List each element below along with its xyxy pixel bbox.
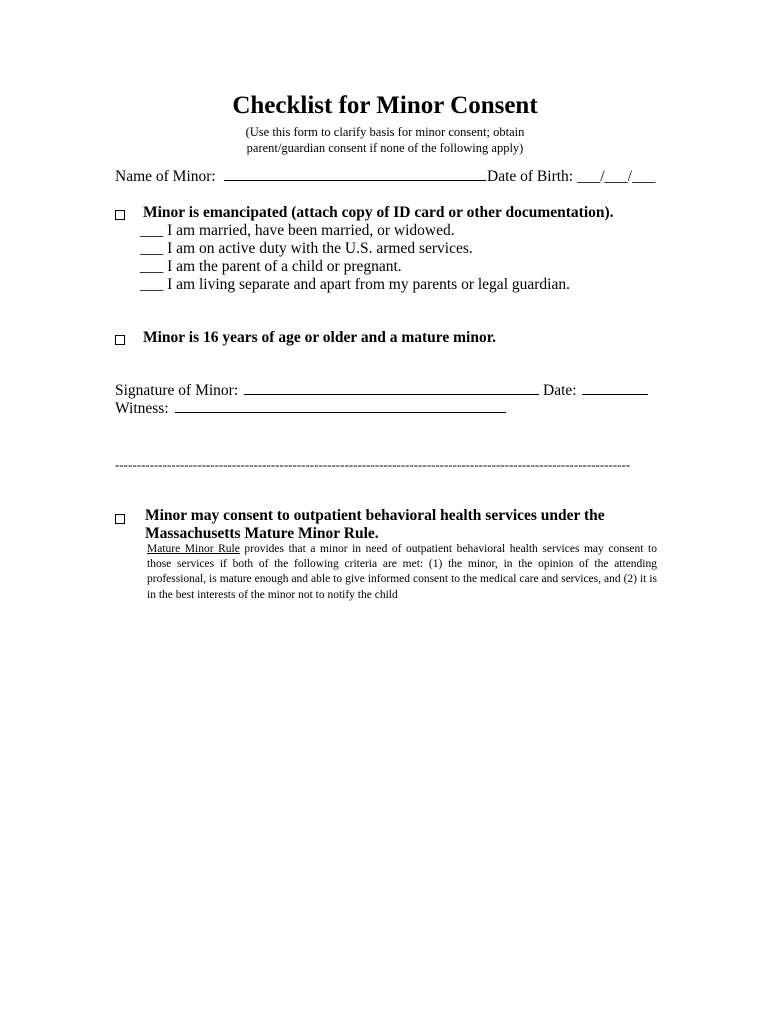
- signature-date-row: [543, 382, 648, 400]
- name-row: [115, 168, 486, 186]
- date-label: Date:: [543, 382, 577, 399]
- page-title: Checklist for Minor Consent: [232, 92, 538, 119]
- paragraph-text: provides that a minor in need of outpatient behavioral health services may consent to those services if both of the following criteria are met: (1) the minor, in the opinion of the attending professional, is mature enough and able to give informed consent to the medical care and services, and (2) it is in the best interests of the minor not to notify the child: [147, 543, 657, 601]
- behavioral-heading-line-1: Minor may consent to outpatient behavioral health services under the: [145, 507, 605, 524]
- mature-minor-rule-term: Mature Minor Rule: [147, 543, 240, 555]
- signature-label: Signature of Minor:: [115, 382, 239, 399]
- signature-field[interactable]: [244, 382, 539, 395]
- checkbox-icon: [115, 210, 125, 220]
- name-field[interactable]: [224, 168, 486, 181]
- witness-label: Witness:: [115, 400, 169, 417]
- name-label: Name of Minor:: [115, 168, 216, 185]
- emancipated-item-living-separate: [140, 276, 570, 294]
- witness-row: [115, 400, 506, 418]
- behavioral-checkbox[interactable]: [115, 511, 125, 529]
- emancipated-checkbox[interactable]: [115, 207, 125, 225]
- item-text: I am the parent of a child or pregnant.: [167, 258, 402, 275]
- item-blank[interactable]: ___: [140, 222, 164, 239]
- mature-minor-heading: Minor is 16 years of age or older and a mature minor.: [143, 329, 497, 346]
- emancipated-item-married: [140, 222, 455, 240]
- item-blank[interactable]: ___: [140, 276, 164, 293]
- item-text: I am living separate and apart from my parents or legal guardian.: [167, 276, 570, 293]
- item-text: I am married, have been married, or widowed.: [167, 222, 455, 239]
- subtitle-line-1: (Use this form to clarify basis for minor consent; obtain: [245, 125, 525, 139]
- signature-row: [115, 382, 539, 400]
- item-text: I am on active duty with the U.S. armed services.: [167, 240, 473, 257]
- behavioral-paragraph: [147, 542, 657, 603]
- emancipated-item-active-duty: [140, 240, 473, 258]
- mature-minor-checkbox[interactable]: [115, 332, 125, 350]
- dob-field[interactable]: ___/___/___: [576, 168, 656, 185]
- behavioral-heading-line-2: Massachusetts Mature Minor Rule.: [145, 525, 379, 542]
- dob-row: [487, 168, 655, 186]
- checkbox-icon: [115, 335, 125, 345]
- checkbox-icon: [115, 514, 125, 524]
- emancipated-heading: Minor is emancipated (attach copy of ID card or other documentation).: [143, 204, 614, 221]
- witness-field[interactable]: [175, 400, 506, 413]
- item-blank[interactable]: ___: [140, 258, 164, 275]
- dashed-separator: -----------------------------------------------------------------------------------------------------------------------: [115, 457, 631, 472]
- signature-date-field[interactable]: [582, 382, 648, 395]
- subtitle-line-2: parent/guardian consent if none of the following apply): [246, 141, 524, 155]
- dob-label: Date of Birth:: [487, 168, 574, 185]
- item-blank[interactable]: ___: [140, 240, 164, 257]
- emancipated-item-parent: [140, 258, 402, 276]
